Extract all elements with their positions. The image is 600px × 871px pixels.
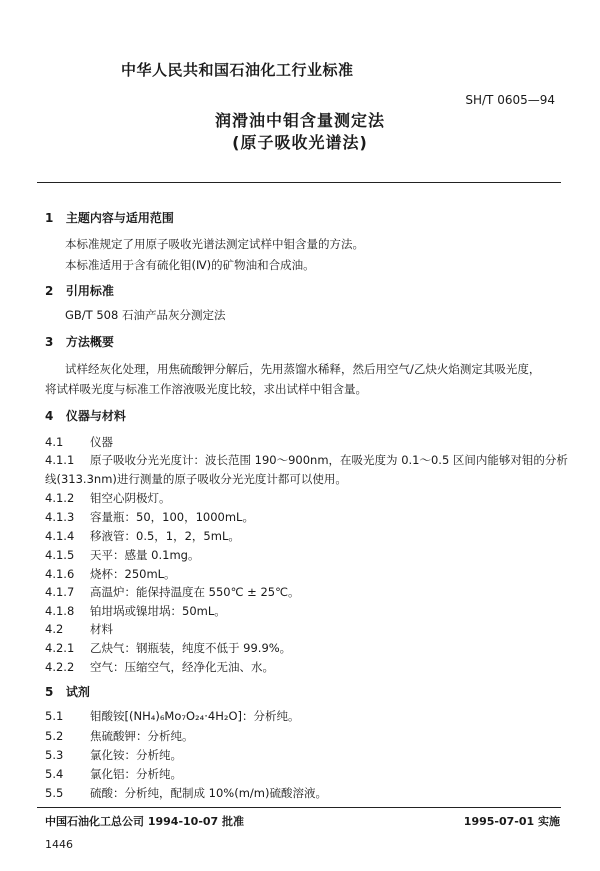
section-title: 仪器与材料: [65, 409, 126, 423]
list-item: 4.1.4 移液管：0.5，1，2，5mL。: [45, 529, 240, 543]
list-item: 4.2 材料: [45, 622, 113, 636]
paragraph: 本标准适用于含有硫化钼(Ⅳ)的矿物油和合成油。: [65, 258, 315, 272]
document-title: 润滑油中钼含量测定法: [214, 111, 385, 130]
section-3-heading: [45, 333, 114, 350]
section-title: 主题内容与适用范围: [65, 211, 174, 225]
reference-standard: GB/T 508 石油产品灰分测定法: [65, 308, 226, 322]
list-item: 4.1.3 容量瓶：50，100，1000mL。: [45, 510, 254, 524]
list-item: 4.1.5 天平：感量 0.1mg。: [45, 548, 200, 562]
paragraph: 本标准规定了用原子吸收光谱法测定试样中钼含量的方法。: [65, 237, 364, 251]
list-item: 5.1 钼酸铵[(NH₄)₆Mo₇O₂₄·4H₂O]：分析纯。: [45, 709, 300, 723]
paragraph: 试样经灰化处理，用焦硫酸钾分解后，先用蒸馏水稀释，然后用空气/乙炔火焰测定其吸光度，: [65, 362, 541, 376]
list-item: 5.2 焦硫酸钾：分析纯。: [45, 729, 194, 743]
list-item-continuation: 线(313.3nm)进行测量的原子吸收分光光度计都可以使用。: [45, 472, 347, 486]
document-subtitle: (原子吸收光谱法): [232, 133, 368, 152]
section-title: 方法概要: [65, 335, 114, 349]
section-number: 3: [45, 335, 54, 349]
list-item: 4.2.1 乙炔气：钢瓶装，纯度不低于 99.9%。: [45, 641, 292, 655]
section-number: 1: [45, 211, 54, 225]
approval-note: 中国石油化工总公司 1994-10-07 批准: [45, 815, 245, 828]
standard-code: SH/T 0605—94: [465, 93, 555, 107]
section-1-heading: [45, 209, 174, 226]
section-4-heading: [45, 407, 126, 424]
footer-divider: [37, 807, 561, 808]
paragraph: 将试样吸光度与标准工作溶液吸光度比较，求出试样中钼含量。: [45, 382, 367, 396]
list-item: 4.1.2 钼空心阴极灯。: [45, 491, 171, 505]
section-title: 引用标准: [65, 284, 114, 298]
header-divider: [37, 182, 561, 183]
list-item: 4.1.8 铂坩埚或镍坩埚：50mL。: [45, 604, 226, 618]
section-number: 4: [45, 409, 54, 423]
section-2-heading: [45, 282, 114, 299]
list-item: 4.1.6 烧杯：250mL。: [45, 567, 176, 581]
section-title: 试剂: [65, 685, 90, 699]
section-5-heading: [45, 683, 90, 700]
list-item: 5.4 氯化铝：分析纯。: [45, 767, 182, 781]
section-number: 2: [45, 284, 54, 298]
list-item: 4.1.7 高温炉：能保持温度在 550℃ ± 25℃。: [45, 585, 300, 599]
page-number: 1446: [45, 838, 73, 851]
section-number: 5: [45, 685, 54, 699]
standard-title: 中华人民共和国石油化工行业标准: [121, 61, 354, 79]
list-item: 4.1.1 原子吸收分光光度计：波长范围 190～900nm，在吸光度为 0.1～0.5 区间内能够对钼的分析: [45, 453, 568, 467]
list-item: 4.2.2 空气：压缩空气，经净化无油、水。: [45, 660, 274, 674]
list-item: 5.3 氯化铵：分析纯。: [45, 748, 182, 762]
implementation-date: 1995-07-01 实施: [463, 815, 560, 828]
list-item: 5.5 硫酸：分析纯，配制成 10%(m/m)硫酸溶液。: [45, 786, 327, 800]
list-item: 4.1 仪器: [45, 435, 113, 449]
